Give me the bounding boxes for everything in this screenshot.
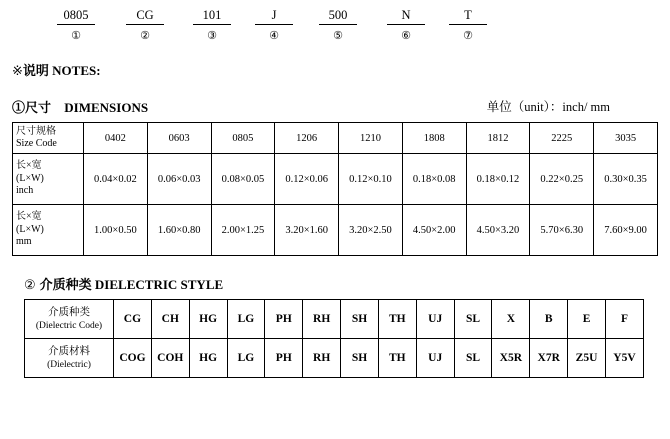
dimensions-unit-label: 单位（unit）：inch/ mm — [486, 100, 610, 114]
table-cell: 3.20×2.50 — [339, 205, 403, 256]
row-header-cn: 尺寸规格 — [16, 125, 56, 137]
part-code-segment — [112, 8, 178, 25]
part-code-index: ④ — [269, 30, 279, 42]
table-cell: SL — [454, 300, 492, 339]
row-header-unit: inch — [16, 185, 34, 197]
table-cell: 0402 — [84, 123, 148, 154]
table-cell: TH — [378, 339, 416, 378]
row-header-en: (Dielectric Code) — [35, 320, 103, 331]
table-cell: RH — [303, 339, 341, 378]
table-cell: E — [568, 300, 606, 339]
table-cell: 2.00×1.25 — [211, 205, 275, 256]
table-cell: LG — [227, 339, 265, 378]
table-cell: SH — [341, 339, 379, 378]
part-code-value: 101 — [193, 8, 231, 25]
part-code-index: ② — [140, 30, 150, 42]
table-cell: 3.20×1.60 — [275, 205, 339, 256]
table-cell: X7R — [530, 339, 568, 378]
dielectric-table — [24, 299, 644, 378]
table-cell: 1206 — [275, 123, 339, 154]
table-row — [13, 123, 658, 154]
row-header-en: (L×W) — [16, 172, 44, 184]
dielectric-index: ② — [24, 277, 36, 292]
table-cell: PH — [265, 339, 303, 378]
table-cell: X5R — [492, 339, 530, 378]
part-code-index: ⑤ — [333, 30, 343, 42]
table-cell: B — [530, 300, 568, 339]
table-row — [25, 339, 644, 378]
row-header-en: (Dielectric) — [47, 359, 91, 370]
table-cell: 4.50×2.00 — [402, 205, 466, 256]
part-code-value: CG — [126, 8, 164, 25]
row-header — [25, 300, 114, 339]
notes-label-cn: 说明 — [22, 63, 49, 78]
table-cell: UJ — [416, 300, 454, 339]
row-header-unit: mm — [16, 236, 32, 248]
dielectric-title-en: DIELECTRIC STYLE — [94, 277, 224, 292]
table-cell: 1.00×0.50 — [84, 205, 148, 256]
part-code-segment — [302, 8, 374, 25]
table-cell: 0.22×0.25 — [530, 154, 594, 205]
part-code-index-row — [0, 25, 670, 42]
table-row — [25, 300, 644, 339]
table-cell: Z5U — [568, 339, 606, 378]
part-code-segment — [40, 8, 112, 25]
part-code-value: N — [387, 8, 425, 25]
part-code-index: ① — [71, 30, 81, 42]
table-cell: UJ — [416, 339, 454, 378]
table-cell: PH — [265, 300, 303, 339]
part-code-value: J — [255, 8, 293, 25]
table-cell: SH — [341, 300, 379, 339]
row-header — [25, 339, 114, 378]
row-header — [13, 123, 84, 154]
table-cell: HG — [189, 339, 227, 378]
table-cell: 4.50×3.20 — [466, 205, 530, 256]
row-header-cn: 介质材料 — [48, 346, 90, 357]
part-code-segment — [374, 8, 438, 25]
table-cell: Y5V — [605, 339, 643, 378]
table-cell: CH — [151, 300, 189, 339]
table-cell: COG — [114, 339, 152, 378]
table-cell: 0.04×0.02 — [84, 154, 148, 205]
table-cell: F — [605, 300, 643, 339]
notes-heading — [0, 42, 670, 79]
table-cell: 0.08×0.05 — [211, 154, 275, 205]
table-cell: 1812 — [466, 123, 530, 154]
part-code-segment — [246, 8, 302, 25]
table-cell: TH — [378, 300, 416, 339]
table-cell: 1.60×0.80 — [147, 205, 211, 256]
table-cell: 1210 — [339, 123, 403, 154]
part-code-index: ③ — [207, 30, 217, 42]
table-cell: RH — [303, 300, 341, 339]
dielectric-section-title — [0, 256, 670, 299]
table-cell: 0.18×0.12 — [466, 154, 530, 205]
row-header-cn: 长×宽 — [16, 211, 42, 223]
table-cell: X — [492, 300, 530, 339]
table-cell: 2225 — [530, 123, 594, 154]
dimensions-title-en: DIMENSIONS — [64, 100, 149, 115]
part-code-row — [0, 0, 670, 25]
table-cell: 0.12×0.06 — [275, 154, 339, 205]
table-row — [13, 154, 658, 205]
part-code-segment — [178, 8, 246, 25]
part-code-value: 500 — [319, 8, 357, 25]
table-cell: CG — [114, 300, 152, 339]
row-header — [13, 205, 84, 256]
table-cell: 5.70×6.30 — [530, 205, 594, 256]
table-cell: LG — [227, 300, 265, 339]
dimensions-title-cn: 尺寸 — [25, 100, 52, 115]
row-header-cn: 介质种类 — [48, 307, 90, 318]
part-code-value: T — [449, 8, 487, 25]
part-code-value: 0805 — [57, 8, 95, 25]
table-cell: 0.18×0.08 — [402, 154, 466, 205]
table-cell: 0.30×0.35 — [594, 154, 658, 205]
dimensions-section-title — [0, 79, 670, 122]
part-code-segment — [438, 8, 498, 25]
dielectric-title-cn: 介质种类 — [39, 277, 92, 292]
table-cell: HG — [189, 300, 227, 339]
dimensions-table — [12, 122, 658, 256]
dimensions-index: ① — [12, 100, 26, 115]
row-header — [13, 154, 84, 205]
notes-label-en: NOTES: — [52, 63, 101, 78]
table-cell: 7.60×9.00 — [594, 205, 658, 256]
row-header-cn: 长×宽 — [16, 160, 42, 172]
table-cell: 0603 — [147, 123, 211, 154]
part-code-index: ⑥ — [401, 30, 411, 42]
table-cell: COH — [151, 339, 189, 378]
table-cell: 0.12×0.10 — [339, 154, 403, 205]
table-cell: 0805 — [211, 123, 275, 154]
table-cell: 0.06×0.03 — [147, 154, 211, 205]
row-header-en: (L×W) — [16, 223, 44, 235]
table-cell: 1808 — [402, 123, 466, 154]
table-row — [13, 205, 658, 256]
row-header-en: Size Code — [16, 138, 57, 149]
table-cell: 3035 — [594, 123, 658, 154]
notes-mark-icon: ※ — [12, 63, 23, 78]
table-cell: SL — [454, 339, 492, 378]
part-code-index: ⑦ — [463, 30, 473, 42]
